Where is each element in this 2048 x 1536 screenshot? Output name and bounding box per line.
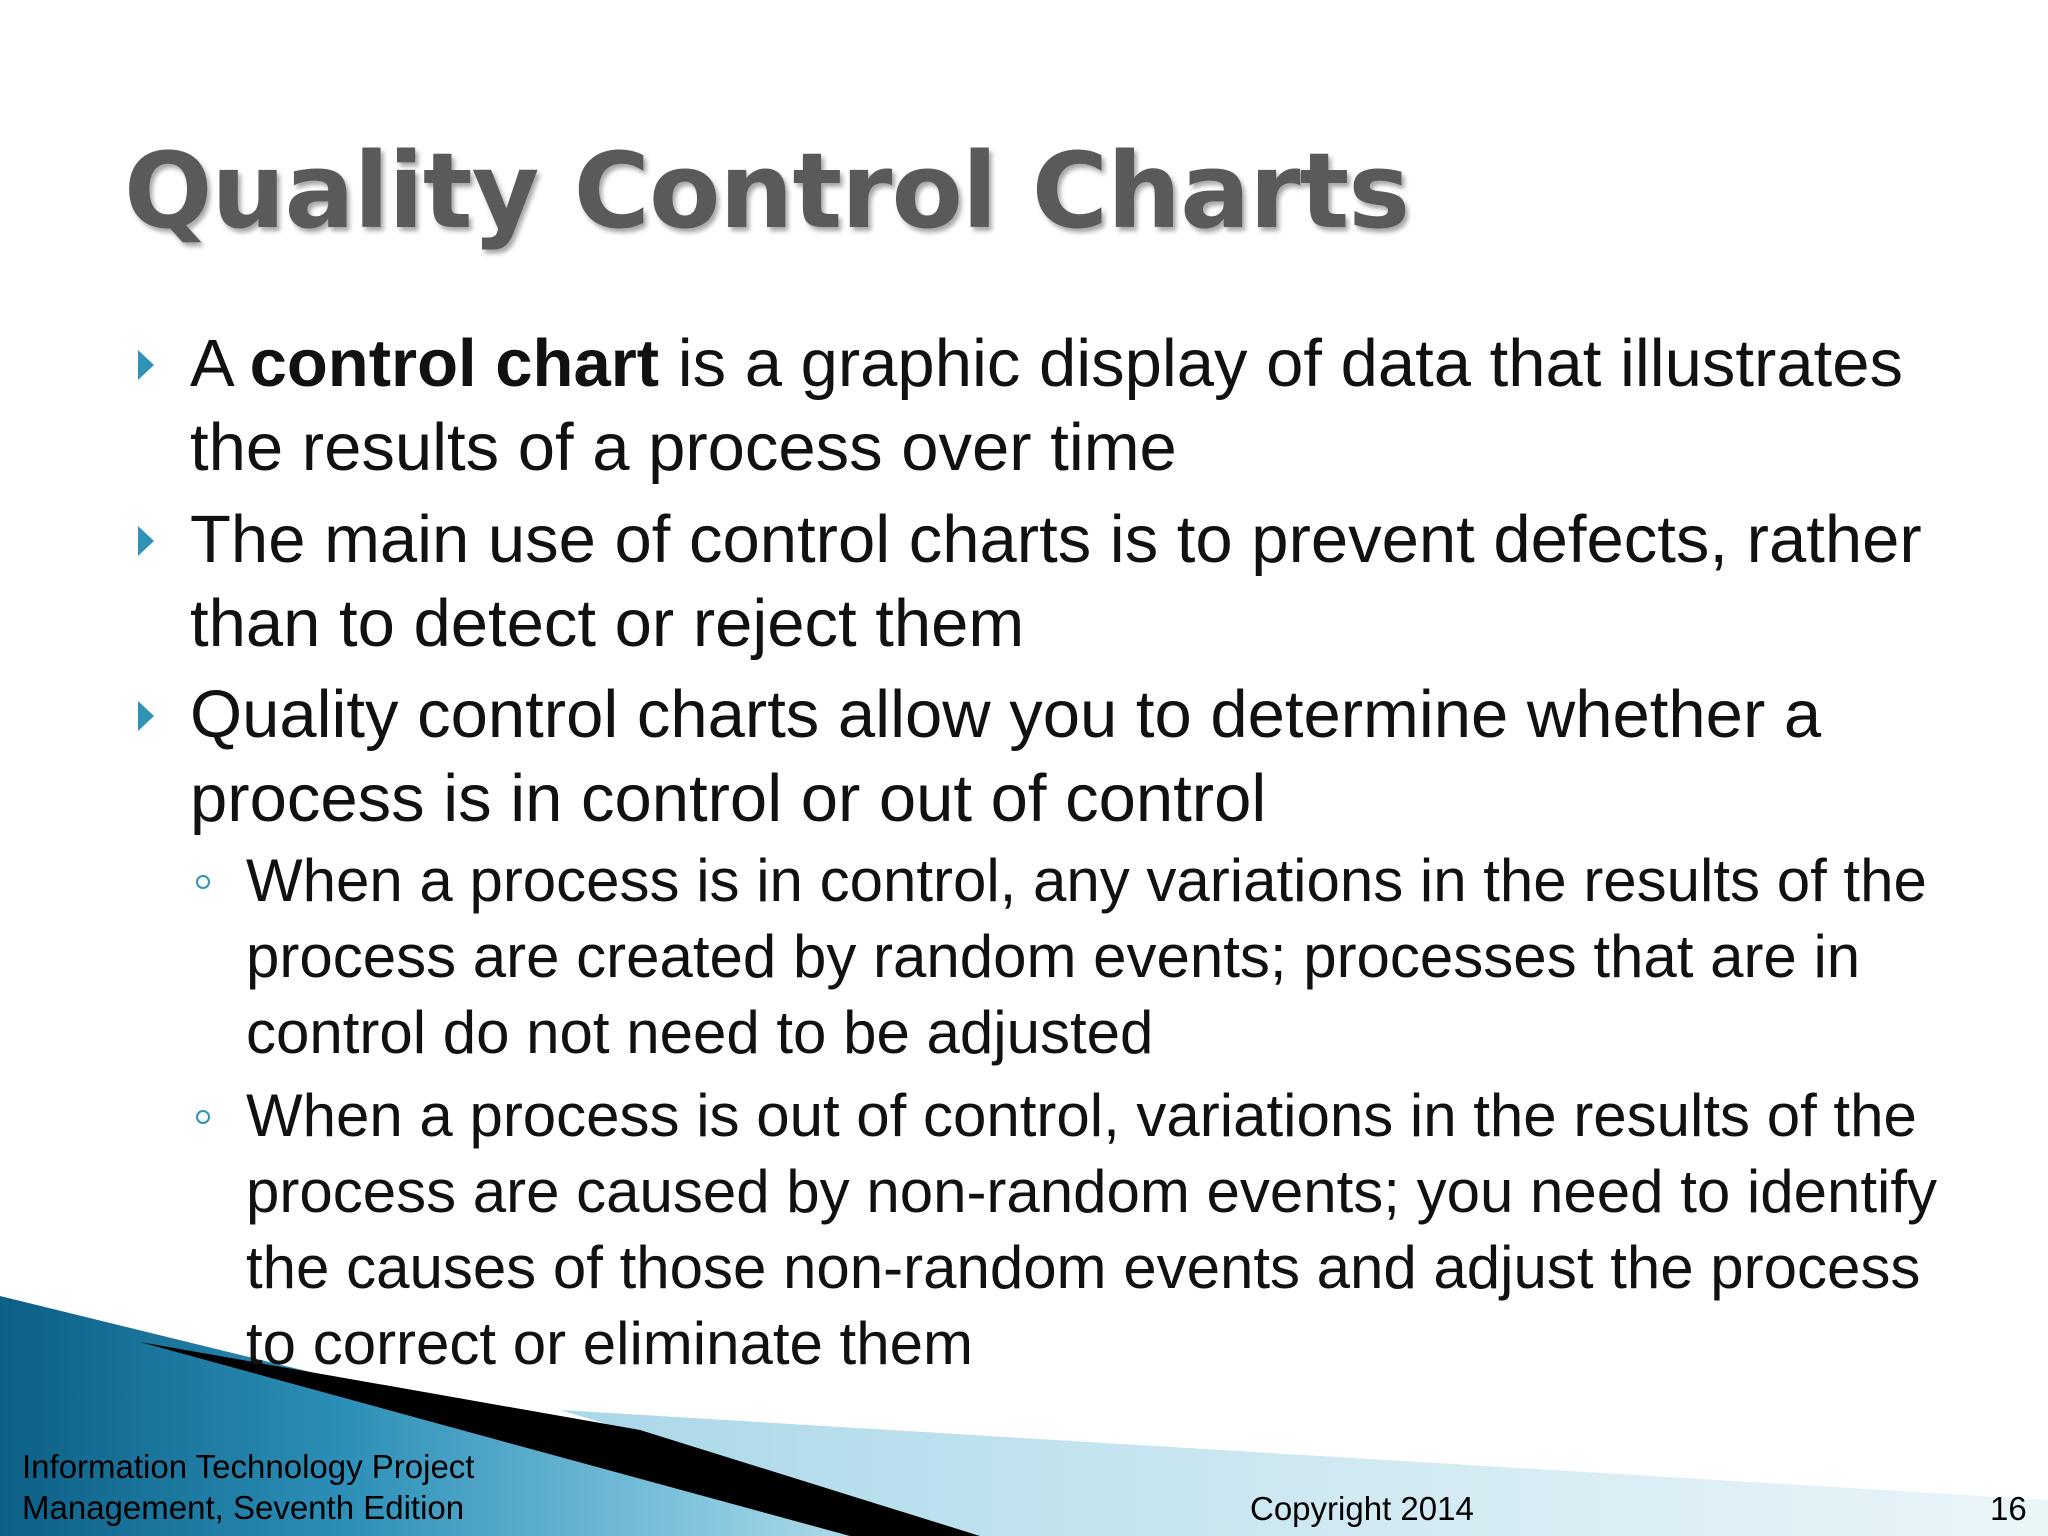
triangle-right-icon <box>138 350 154 380</box>
bullet-item <box>190 673 1990 841</box>
bullet-text: Quality control charts allow you to determine whether a process is in control or out of control <box>190 677 1822 836</box>
footer-book-line-1: Information Technology Project <box>22 1448 475 1485</box>
bullet-text: The main use of control charts is to prevent defects, rather than to detect or reject them <box>190 502 1922 661</box>
footer-book-line-2: Management, Seventh Edition <box>22 1489 465 1526</box>
sub-bullet-text: When a process is in control, any variations in the results of the process are created by random events; processes that are in control do not need to be adjusted <box>246 847 1927 1066</box>
bullet-item <box>190 498 1990 666</box>
page-number: 16 <box>1990 1490 2027 1527</box>
footer-book-title <box>22 1446 474 1528</box>
page-title: Quality Control Charts <box>124 130 1410 252</box>
sub-bullet-text: When a process is out of control, variations in the results of the process are caused by non-random events; you need to identify the causes of those non-random events and adjust the process to correct or eliminate them <box>246 1082 1938 1377</box>
bullet-item <box>190 322 1990 490</box>
sub-bullet-item <box>246 1078 1966 1382</box>
footer-copyright: Copyright 2014 <box>1250 1490 1474 1527</box>
bullet-bold-term: control chart <box>249 326 660 401</box>
bullet-text-end: is a graphic display of data that illustrates the results of a process over time <box>190 326 1903 485</box>
sub-bullet-item <box>246 843 1966 1071</box>
circle-outline-icon <box>196 1110 210 1124</box>
circle-outline-icon <box>196 875 210 889</box>
triangle-right-icon <box>138 526 154 556</box>
triangle-right-icon <box>138 701 154 731</box>
bullet-text-start: A <box>190 326 250 401</box>
